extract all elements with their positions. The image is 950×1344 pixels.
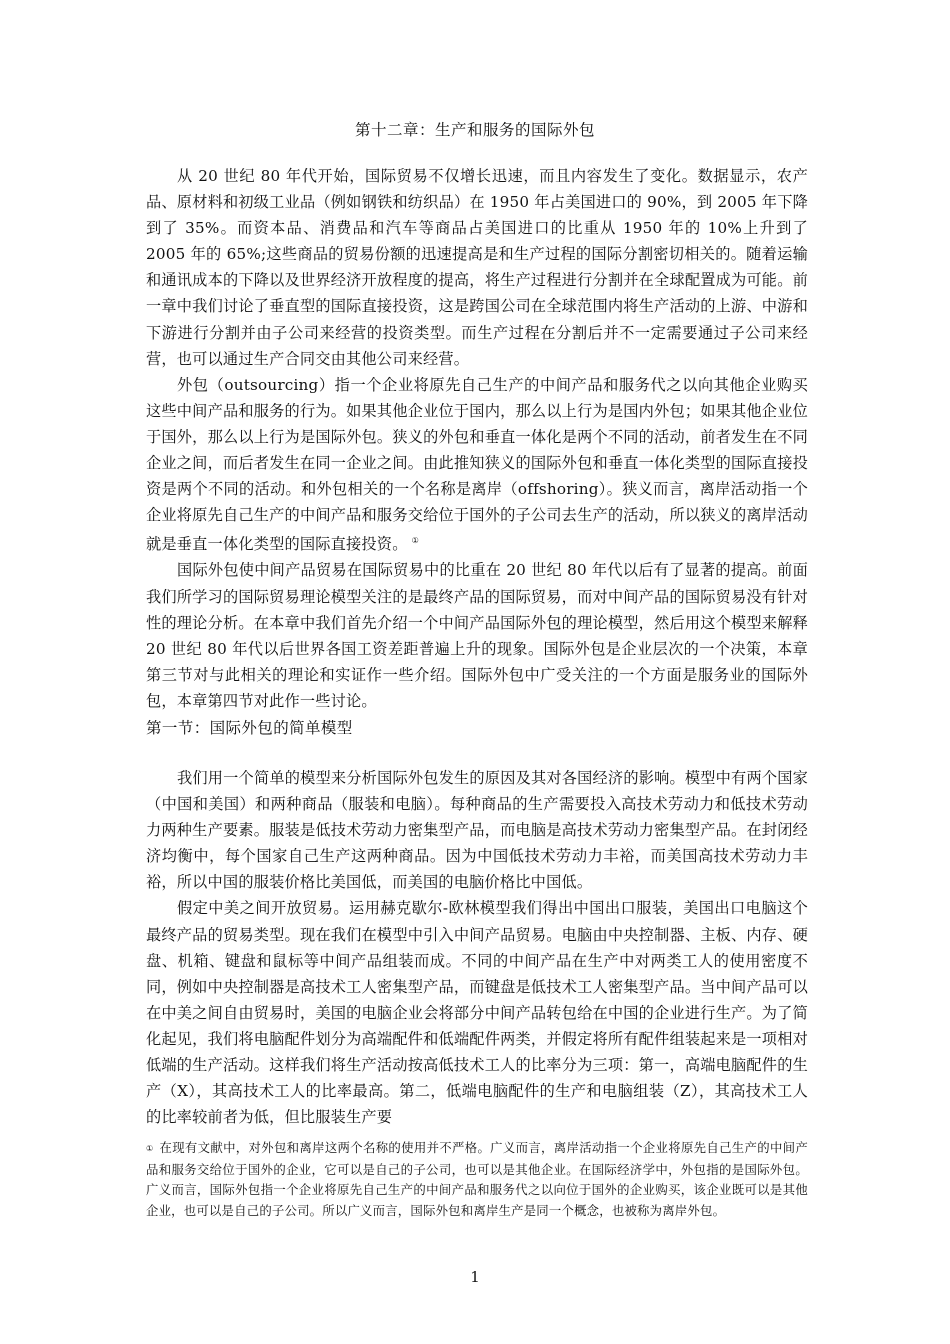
footnote: [146, 1138, 808, 1221]
paragraph-1: 从 20 世纪 80 年代开始，国际贸易不仅增长迅速，而且内容发生了变化。数据显示，农产品、原材料和初级工业品（例如钢铁和纺织品）在 1950 年占美国进口的 90%，到 2005 年下降到了 35%。而资本品、消费品和汽车等商品占美国进口的比重从 1950 年的 10%上升到了 2005 年的 65%;这些商品的贸易份额的迅速提高是和生产过程的国际分割密切相关的。随着运输和通讯成本的下降以及世界经济开放程度的提高，将生产过程进行分割并在全球配置成为可能。前一章中我们讨论了垂直型的国际直接投资，这是跨国公司在全球范围内将生产活动的上游、中游和下游进行分割并由子公司来经营的投资类型。而生产过程在分割后并不一定需要通过子公司来经营，也可以通过生产合同交由其他公司来经营。: [146, 167, 808, 368]
paragraph-3: 国际外包使中间产品贸易在国际贸易中的比重在 20 世纪 80 年代以后有了显著的提高。前面我们所学习的国际贸易理论模型关注的是最终产品的国际贸易，而对中间产品的国际贸易没有针对性的理论分析。在本章中我们首先介绍一个中间产品国际外包的理论模型，然后用这个模型来解释 20 世纪 80 年代以后世界各国工资差距普遍上升的现象。国际外包是企业层次的一个决策，本章第三节对与此相关的理论和实证作一些介绍。国际外包中广受关注的一个方面是服务业的国际外包，本章第四节对此作一些讨论。: [146, 561, 808, 710]
paragraph-2-text: 外包（outsourcing）指一个企业将原先自己生产的中间产品和服务代之以向其他企业购买这些中间产品和服务的行为。如果其他企业位于国内，那么以上行为是国内外包；如果其他企业位于国外，那么以上行为是国际外包。狭义的外包和垂直一体化是两个不同的活动，前者发生在不同企业之间，而后者发生在同一企业之间。由此推知狭义的国际外包和垂直一体化类型的国际直接投资是两个不同的活动。和外包相关的一个名称是离岸（offshoring）。狭义而言，离岸活动指一个企业将原先自己生产的中间产品和服务交给位于国外的子公司去生产的活动，所以狭义的离岸活动就是垂直一体化类型的国际直接投资。: [146, 375, 808, 554]
page-number: 1: [470, 1268, 480, 1286]
section-text: [146, 765, 808, 1130]
chapter-title: 第十二章：生产和服务的国际外包: [354, 121, 595, 139]
section-title: 第一节：国际外包的简单模型: [146, 719, 353, 737]
footnote-mark: ①: [146, 1144, 154, 1153]
section-paragraph-2: 假定中美之间开放贸易。运用赫克歇尔-欧林模型我们得出中国出口服装，美国出口电脑这个最终产品的贸易类型。现在我们在模型中引入中间产品贸易。电脑由中央控制器、主板、内存、硬盘、机箱、键盘和鼠标等中间产品组装而成。不同的中间产品在生产中对两类工人的使用密度不同，例如中央控制器是高技术工人密集型产品，而键盘是低技术工人密集型产品。当中间产品可以在中美之间自由贸易时，美国的电脑企业会将部分中间产品转包给在中国的企业进行生产。为了简化起见，我们将电脑配件划分为高端配件和低端配件两类，并假定将所有配件组装起来是一项相对低端的生产活动。这样我们将生产活动按高低技术工人的比率分为三项：第一，高端电脑配件的生产（X），其高技术工人的比率最高。第二，低端电脑配件的生产和电脑组装（Z），其高技术工人的比率较前者为低，但比服装生产要: [146, 899, 808, 1127]
paragraph-2: [146, 372, 808, 558]
footnote-text: 在现有文献中，对外包和离岸这两个名称的使用并不严格。广义而言，离岸活动指一个企业将原先自己生产的中间产品和服务交给位于国外的企业，它可以是自己的子公司，也可以是其他企业。在国际经济学中，外包指的是国际外包。广义而言，国际外包指一个企业将原先自己生产的中间产品和服务代之以向位于国外的企业购买，该企业既可以是其他企业，也可以是自己的子公司。所以广义而言，国际外包和离岸生产是同一个概念，也被称为离岸外包。: [146, 1140, 808, 1218]
section-paragraph-1: 我们用一个简单的模型来分析国际外包发生的原因及其对各国经济的影响。模型中有两个国家（中国和美国）和两种商品（服装和电脑）。每种商品的生产需要投入高技术劳动力和低技术劳动力两种生产要素。服装是低技术劳动力密集型产品，而电脑是高技术劳动力密集型产品。在封闭经济均衡中，每个国家自己生产这两种商品。因为中国低技术劳动力丰裕，而美国高技术劳动力丰裕，所以中国的服装价格比美国低，而美国的电脑价格比中国低。: [146, 769, 808, 892]
footnote-reference[interactable]: ①: [411, 536, 419, 546]
intro-text: [146, 163, 808, 714]
